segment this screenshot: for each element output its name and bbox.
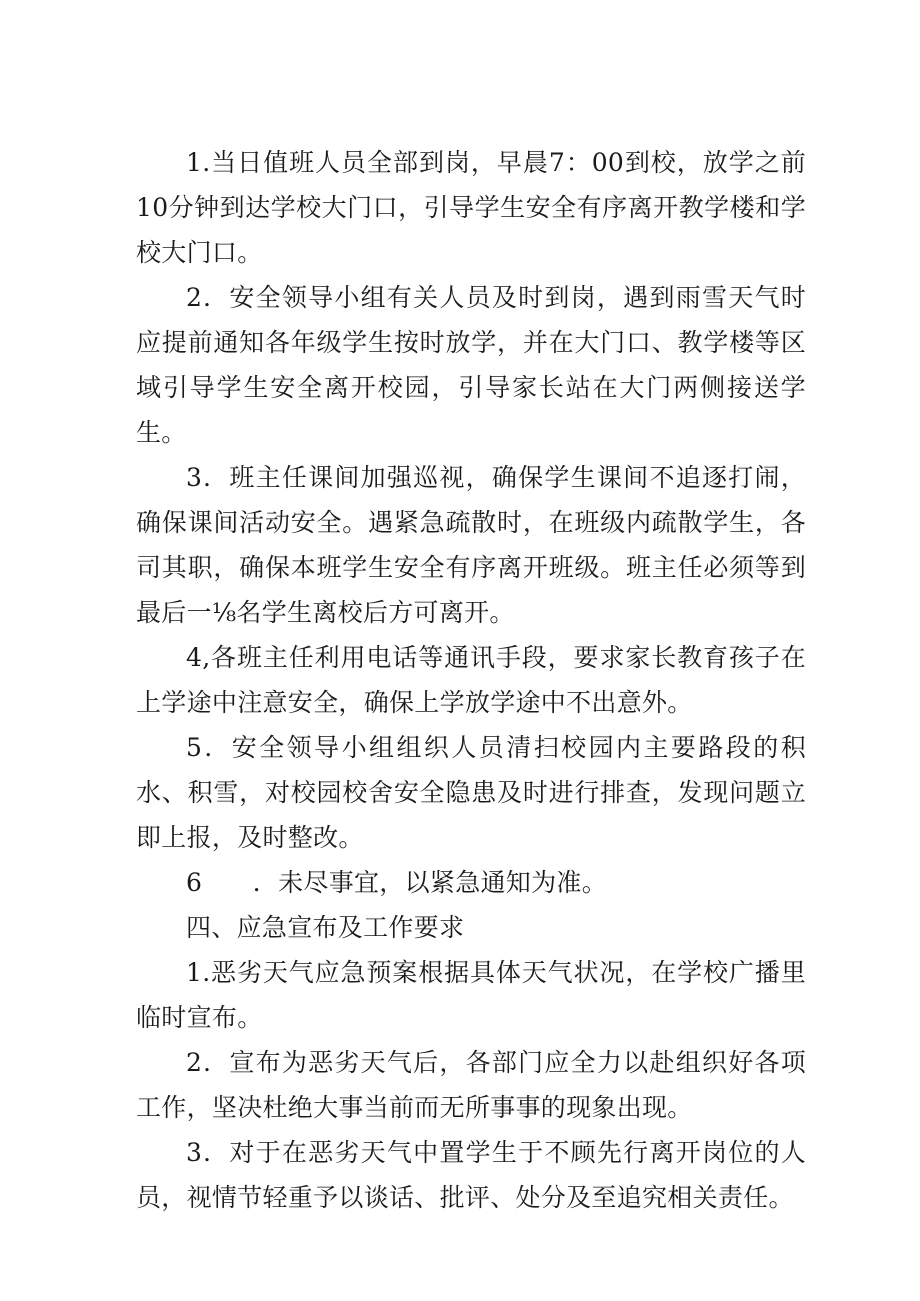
paragraph-4: 4,各班主任利用电话等通讯手段，要求家长教育孩子在上学途中注意安全，确保上学放学途中不出意外。 <box>136 643 806 717</box>
section-heading: 四、应急宣布及工作要求 <box>186 913 465 942</box>
section-paragraph-3: 3．对于在恶劣天气中置学生于不顾先行离开岗位的人员，视情节轻重予以谈话、批评、处分及至追究相关责任。 <box>136 1138 806 1212</box>
document-body <box>136 140 806 1220</box>
paragraph-6: 6 ．未尽事宜，以紧急通知为准。 <box>186 868 608 897</box>
paragraph-2: 2．安全领导小组有关人员及时到岗，遇到雨雪天气时应提前通知各年级学生按时放学，并在大门口、教学楼等区域引导学生安全离开校园，引导家长站在大门两侧接送学生。 <box>136 283 806 447</box>
paragraph-1: 1.当日值班人员全部到岗，早晨7：00到校，放学之前10分钟到达学校大门口，引导学生安全有序离开教学楼和学校大门口。 <box>136 148 806 267</box>
paragraph-3: 3．班主任课间加强巡视，确保学生课间不追逐打闹，确保课间活动安全。遇紧急疏散时，在班级内疏散学生，各司其职，确保本班学生安全有序离开班级。班主任必须等到最后一⅛名学生离校后方可离开。 <box>136 463 806 627</box>
paragraph-5: 5．安全领导小组组织人员清扫校园内主要路段的积水、积雪，对校园校舍安全隐患及时进行排查，发现问题立即上报，及时整改。 <box>136 733 806 852</box>
section-paragraph-1: 1.恶劣天气应急预案根据具体天气状况，在学校广播里临时宣布。 <box>136 958 806 1032</box>
section-paragraph-2: 2．宣布为恶劣天气后，各部门应全力以赴组织好各项工作，坚决杜绝大事当前而无所事事的现象出现。 <box>136 1048 806 1122</box>
